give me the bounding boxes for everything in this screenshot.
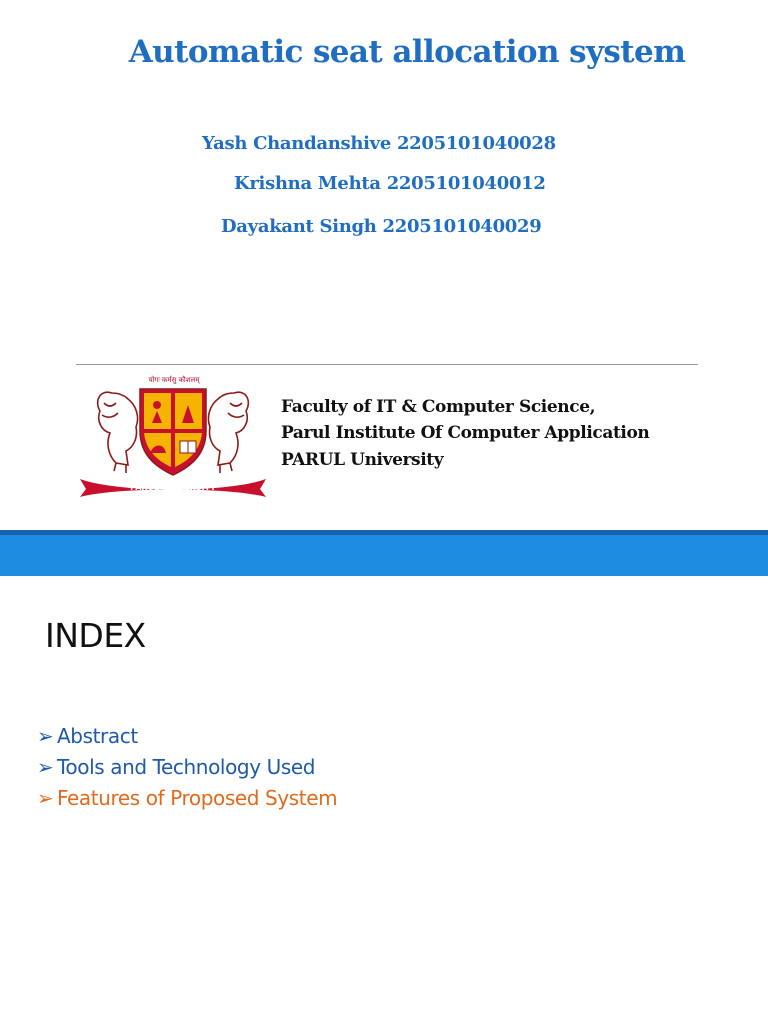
faculty-line-1: Faculty of IT & Computer Science, [281, 397, 596, 417]
lion-right-icon [208, 392, 248, 473]
index-heading: INDEX [45, 616, 146, 655]
index-item-features [37, 784, 337, 815]
author-line-2: Krishna Mehta 2205101040012 [234, 173, 546, 194]
shield-icon [140, 389, 206, 475]
faculty-line-2: Parul Institute Of Computer Application [281, 423, 650, 443]
index-item-label: Tools and Technology Used [57, 755, 316, 779]
parul-university-logo [78, 371, 268, 497]
index-list [37, 722, 337, 815]
separator-band [0, 535, 768, 576]
lion-left-icon [98, 392, 138, 473]
horizontal-divider [76, 364, 698, 365]
author-line-3: Dayakant Singh 2205101040029 [221, 216, 542, 237]
faculty-line-3: PARUL University [281, 450, 444, 470]
index-item-tools [37, 753, 337, 784]
logo-motto: योगः कर्मसु कौशलम् [148, 376, 200, 384]
arrow-bullet-icon: ➢ [37, 755, 54, 779]
index-item-abstract [37, 722, 337, 753]
index-item-label: Abstract [57, 724, 138, 748]
slide-title: Automatic seat allocation system [128, 34, 686, 70]
author-line-1: Yash Chandanshive 2205101040028 [202, 133, 556, 154]
index-item-label: Features of Proposed System [57, 786, 338, 810]
logo-banner-text: PARUL UNIVERSITY [130, 483, 216, 492]
arrow-bullet-icon: ➢ [37, 786, 54, 810]
arrow-bullet-icon: ➢ [37, 724, 54, 748]
